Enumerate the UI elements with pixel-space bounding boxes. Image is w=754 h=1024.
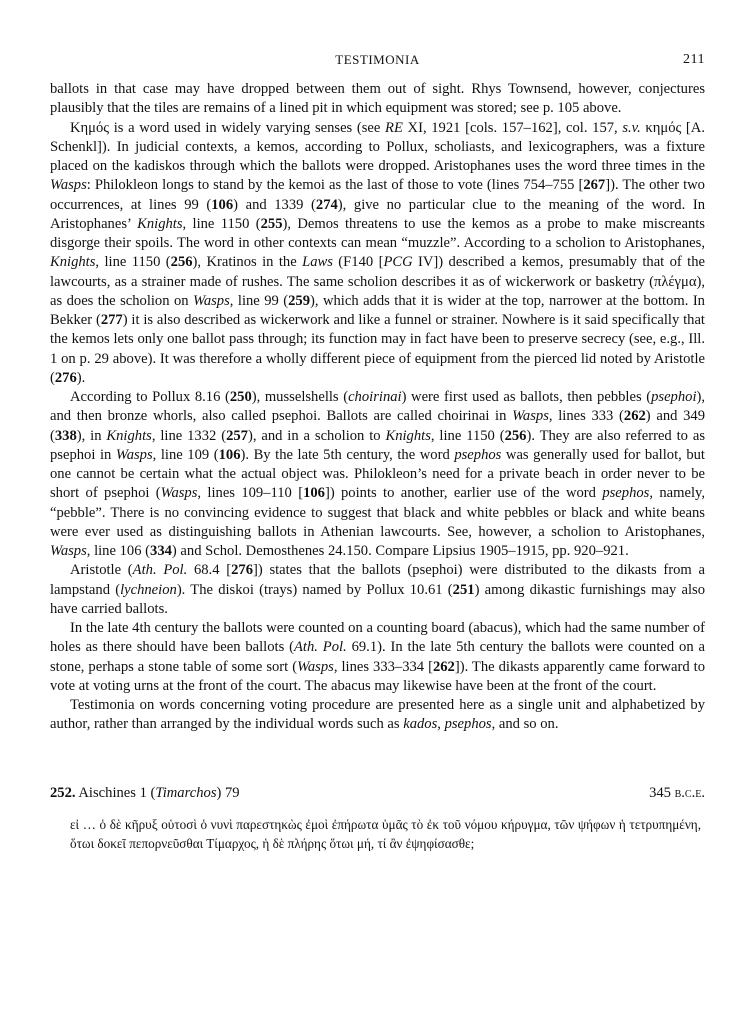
page-number: 211 — [683, 52, 705, 67]
document-page — [50, 52, 705, 853]
running-header — [50, 52, 705, 74]
testimonium-heading — [50, 785, 705, 805]
testimonium-date: 345 b.c.e. — [649, 784, 705, 801]
paragraph-4: Aristotle (Ath. Pol. 68.4 [276]) states that the ballots (psephoi) were distributed to the dikasts from a lampstand (lychneion). The diskoi (trays) named by Pollux 10.61 (251) among dikastic furnishings may also have carried ballots. — [50, 562, 705, 617]
body-text — [50, 80, 705, 735]
greek-text: εἰ … ὁ δὲ κῆρυξ οὑτοσὶ ὁ νυνὶ παρεστηκὼς ἐμοὶ ἐπήρωτα ὑμᾶς τὸ ἐκ τοῦ νόμου κήρυγμα, τῶν ψήφων ἡ τετρυπημένη, ὅτωι δοκεῖ πεπορνεῦσθαι Τίμαρχος, ἡ δὲ πλήρης ὅτωι μή, τί ἂν ἐψηφίσασθε; — [70, 816, 701, 851]
paragraph-3: According to Pollux 8.16 (250), musselshells (choirinai) were first used as ballots, then pebbles (psephoi), and then bronze whorls, also called psephoi. Ballots are called choirinai in Wasps, lines 333 (262) and 349 (338), in Knights, line 1332 (257), and in a scholion to Knights, line 1150 (256). They are also referred to as psephoi in Wasps, line 109 (106). By the late 5th century, the word psephos was generally used for ballot, but one cannot be certain what the actual object was. Philokleon’s need for a private beach in order never to be short of psephoi (Wasps, lines 109–110 [106]) points to another, earlier use of the word psephos, namely, “pebble”. There is no convincing evidence to suggest that black and white pebbles or black and white beans were ever used as distinguishing ballots in Athenian lawcourts. See, however, a scholion to Aristophanes, Wasps, line 106 (334) and Schol. Demosthenes 24.150. Compare Lipsius 1905–1915, pp. 920–921. — [50, 389, 706, 559]
paragraph-5: In the late 4th century the ballots were counted on a counting board (abacus), which had the same number of holes as there should have been ballots (Ath. Pol. 69.1). In the late 5th century the ballots were counted on a stone, perhaps a stone table of some sort (Wasps, lines 333–334 [262]). The dikasts apparently came forward to vote at voting urns at the front of the court. The abacus may likewise have been at the front of the court. — [50, 620, 705, 694]
paragraph-6: Testimonia on words concerning voting procedure are presented here as a single unit and alphabetized by author, rather than arranged by the individual words such as kados, psephos, and so on. — [50, 697, 705, 733]
paragraph-1: ballots in that case may have dropped between them out of sight. Rhys Townsend, however, conjectures plausibly that the tiles are remains of a lined pit in which equipment was stored; see p. 105 above. — [50, 81, 705, 117]
running-title: TESTIMONIA — [335, 52, 420, 67]
testimonium-source: Aischines 1 (Timarchos) 79 — [78, 784, 240, 801]
paragraph-2: Κημός is a word used in widely varying senses (see RE XI, 1921 [cols. 157–162], col. 157, s.v. κημός [A. Schenkl]). In judicial contexts, a kemos, according to Pollux, scholiasts, and lexicographers, was a fixture placed on the kadiskos through which the ballots were dropped. Aristophanes uses the word three times in the Wasps: Philokleon longs to stand by the kemoi as the last of those to vote (lines 754–755 [267]). The other two occurrences, at lines 99 (106) and 1339 (274), give no particular clue to the meaning of the word. In Aristophanes’ Knights, line 1150 (255), Demos threatens to use the kemos as a probe to make miscreants disgorge their spoils. The word in other contexts can mean “muzzle”. According to a scholion to Aristophanes, Knights, line 1150 (256), Kratinos in the Laws (F140 [PCG IV]) described a kemos, presumably that of the lawcourts, as a strainer made of rushes. The same scholion describes it as of wickerwork or basketry (πλέγμα), as does the scholion on Wasps, line 99 (259), which adds that it is wider at the top, narrower at the bottom. In Bekker (277) it is also described as wickerwork and like a funnel or strainer. Nowhere is it said specifically that the kemos lets only one ballot pass through; its function may in fact have been to preserve secrecy (see, e.g., Ill. 1 on p. 29 above). It was therefore a wholly different piece of equipment from the pierced lid noted by Aristotle (276). — [50, 119, 706, 386]
source-title: Timarchos — [155, 784, 217, 801]
greek-quotation — [50, 815, 705, 853]
testimonium-number: 252. — [50, 784, 76, 801]
